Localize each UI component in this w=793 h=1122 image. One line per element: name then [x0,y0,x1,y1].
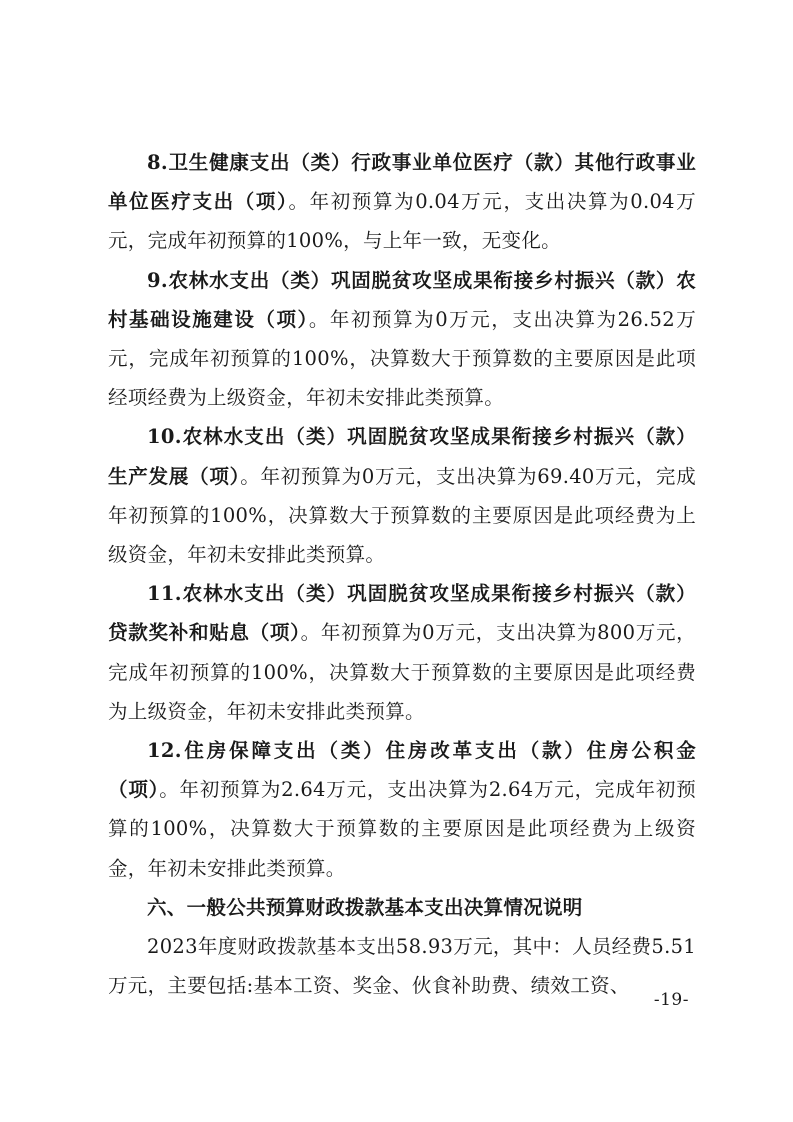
paragraph-lead: 11.农林水支出（类）巩固脱贫攻坚成果衔接乡村振兴（款）贷款奖补和贴息（项） [108,582,696,645]
paragraph-lead: 8.卫生健康支出（类）行政事业单位医疗（款）其他行政事业单位医疗支出（项） [108,151,696,214]
paragraph-item-10 [108,417,696,574]
paragraph-item-9 [108,261,696,418]
paragraph-text: 。年初预算为0万元，支出决算为69.40万元，完成年初预算的100%，决算数大于预算数的主要原因是此项经费为上级资金，年初未安排此类预算。 [108,464,696,567]
paragraph-text: 。年初预算为2.64万元，支出决算为2.64万元，完成年初预算的100%，决算数大于预算数的主要原因是此项经费为上级资金，年初未安排此类预算。 [108,778,696,880]
paragraph-text: 。年初预算为0.04万元，支出决算为0.04万元，完成年初预算的100%，与上年一致，无变化。 [108,190,696,253]
paragraph-lead: 9.农林水支出（类）巩固脱贫攻坚成果衔接乡村振兴（款）农村基础设施建设（项） [108,268,696,331]
page-number: -19- [653,990,689,1010]
closing-paragraph: 2023年度财政拨款基本支出58.93万元，其中：人员经费5.51万元，主要包括:基本工资、奖金、伙食补助费、绩效工资、 [108,935,696,998]
paragraph-text: 。年初预算为0万元，支出决算为800万元，完成年初预算的100%，决算数大于预算数的主要原因是此项经费为上级资金，年初未安排此类预算。 [108,621,696,723]
paragraph-item-11 [108,574,696,731]
paragraph-lead: 10.农林水支出（类）巩固脱贫攻坚成果衔接乡村振兴（款）生产发展（项） [108,425,696,488]
paragraph-item-8 [108,143,696,261]
paragraph-item-12 [108,731,696,888]
paragraph-text: 。年初预算为0万元，支出决算为26.52万元，完成年初预算的100%，决算数大于预算数的主要原因是此项经项经费为上级资金，年初未安排此类预算。 [108,307,696,410]
section-heading: 六、一般公共预算财政拨款基本支出决算情况说明 [147,895,583,919]
paragraph-lead: 12.住房保障支出（类）住房改革支出（款）住房公积金（项） [108,739,696,802]
document-body [108,143,696,1005]
